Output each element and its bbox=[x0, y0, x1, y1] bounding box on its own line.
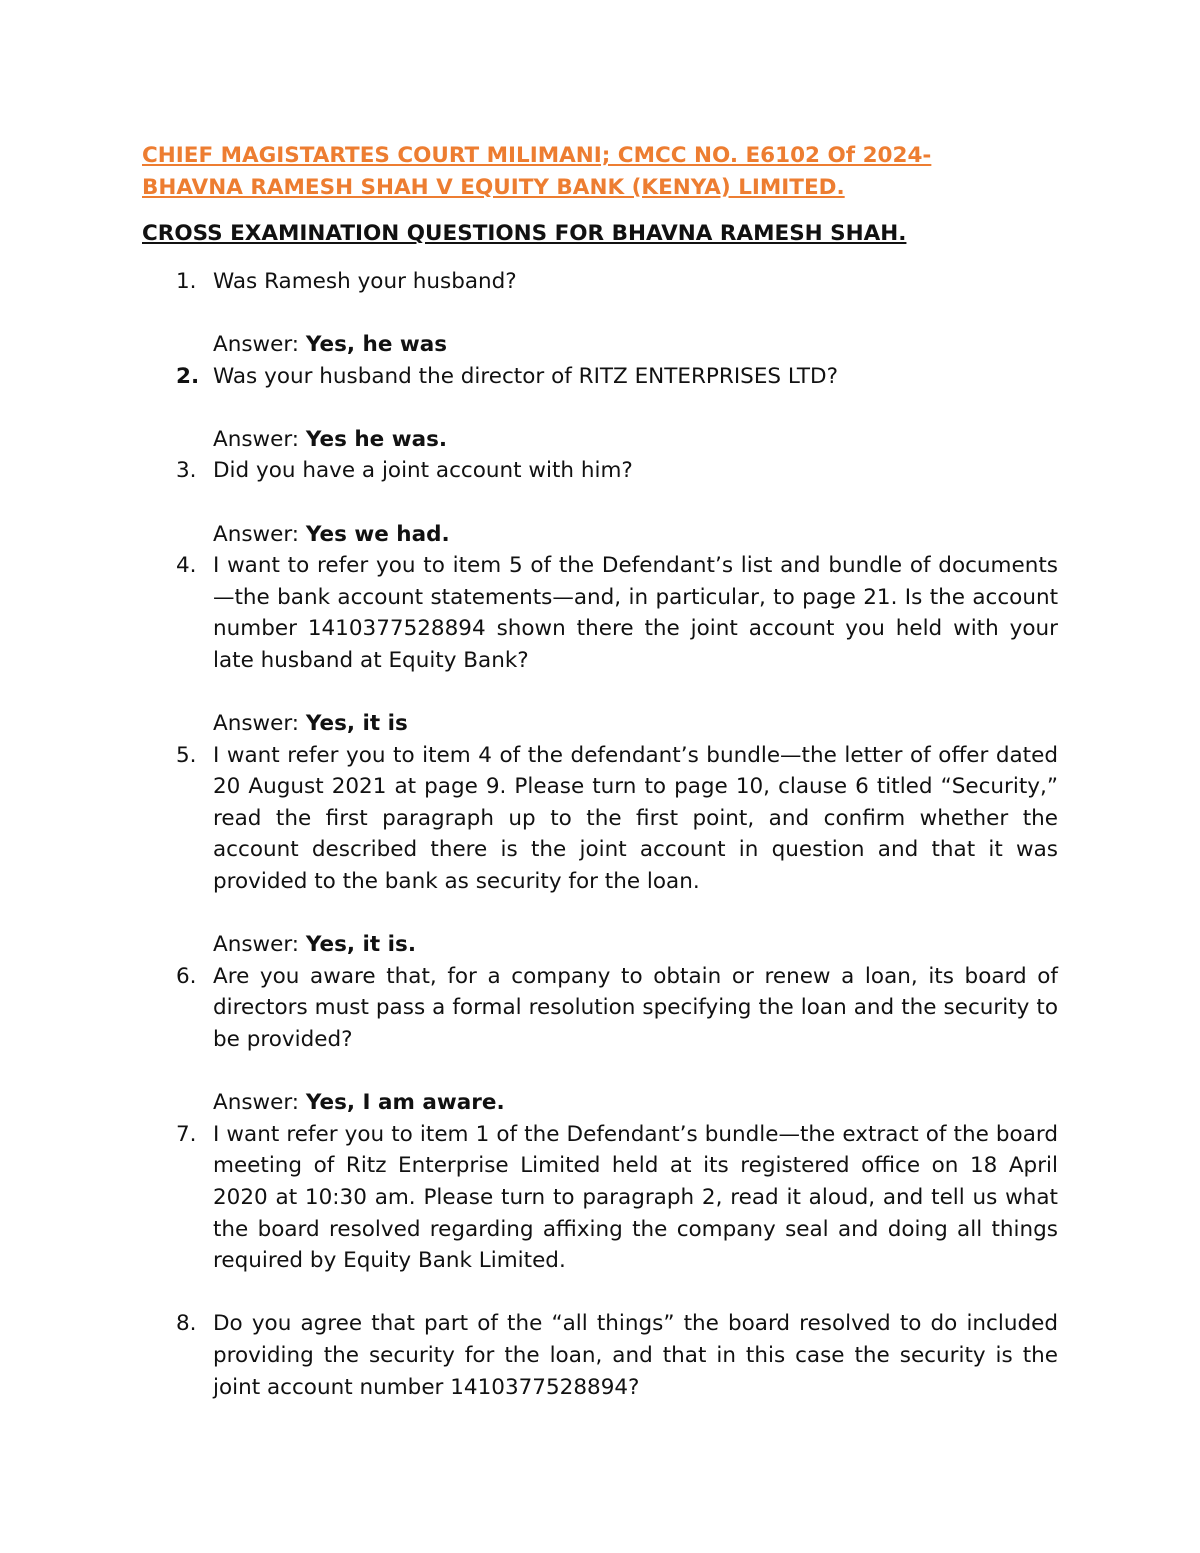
answer-label: Answer: bbox=[213, 521, 306, 547]
item-number: 6. bbox=[176, 963, 197, 989]
question-text: Do you agree that part of the “all things” the board resolved to do included providing the security for the loan, and that in this case the security is the joint account number 1410377528894? bbox=[213, 1311, 1058, 1400]
answer-label: Answer: bbox=[213, 426, 306, 452]
question-list bbox=[142, 266, 1058, 1403]
answer-label: Answer: bbox=[213, 331, 306, 357]
item-number: 3. bbox=[176, 458, 197, 484]
item-number: 8. bbox=[176, 1311, 197, 1337]
question-item bbox=[142, 455, 1058, 550]
answer bbox=[213, 1087, 1058, 1119]
item-number: 7. bbox=[176, 1121, 197, 1147]
item-number: 5. bbox=[176, 742, 197, 768]
answer bbox=[213, 424, 1058, 456]
answer bbox=[213, 329, 1058, 361]
answer-label: Answer: bbox=[213, 932, 306, 958]
answer-label: Answer: bbox=[213, 1090, 306, 1116]
case-title-line-1: CHIEF MAGISTARTES COURT MILIMANI; CMCC NO. E6102 Of 2024- bbox=[142, 143, 932, 168]
item-number: 4. bbox=[176, 553, 197, 579]
item-number: 1. bbox=[176, 268, 197, 294]
question-item bbox=[142, 1119, 1058, 1277]
item-number: 2. bbox=[176, 363, 200, 389]
question-text: Did you have a joint account with him? bbox=[213, 458, 633, 484]
question-item bbox=[142, 550, 1058, 740]
answer-text: Yes we had. bbox=[305, 521, 450, 547]
question-item bbox=[142, 961, 1058, 1119]
answer-label: Answer: bbox=[213, 711, 306, 737]
question-text: Are you aware that, for a company to obtain or renew a loan, its board of directors must pass a formal resolution specifying the loan and the security to be provided? bbox=[213, 963, 1058, 1053]
answer bbox=[213, 519, 1058, 551]
answer-text: Yes, it is. bbox=[305, 932, 416, 958]
question-item bbox=[142, 266, 1058, 361]
document-page bbox=[142, 140, 1058, 1403]
question-item bbox=[142, 361, 1058, 456]
answer-text: Yes, he was bbox=[305, 331, 448, 357]
answer-text: Yes he was. bbox=[305, 426, 448, 452]
case-title-line-2: BHAVNA RAMESH SHAH V EQUITY BANK (KENYA) LIMITED. bbox=[142, 174, 845, 200]
question-item bbox=[142, 740, 1058, 961]
question-text: I want to refer you to item 5 of the Defendant’s list and bundle of documents—the bank account statements—and, in particular, to page 21. Is the account number 1410377528894 shown there the joint account you held with your late husband at Equity Bank? bbox=[213, 553, 1058, 673]
question-item bbox=[142, 1308, 1058, 1403]
answer-text: Yes, it is bbox=[305, 711, 408, 737]
question-text: Was your husband the director of RITZ ENTERPRISES LTD? bbox=[213, 363, 839, 389]
question-text: Was Ramesh your husband? bbox=[213, 268, 517, 294]
question-text: I want refer you to item 1 of the Defendant’s bundle—the extract of the board meeting of Ritz Enterprise Limited held at its registered office on 18 April 2020 at 10:30 am. Please turn to paragraph 2, read it aloud, and tell us what the board resolved regarding affixing the company seal and doing all things required by Equity Bank Limited. bbox=[213, 1121, 1058, 1274]
question-text: I want refer you to item 4 of the defendant’s bundle—the letter of offer dated 20 August 2021 at page 9. Please turn to page 10, clause 6 titled “Security,” read the first paragraph up to the first point, and confirm whether the account described there is the joint account in question and that it was provided to the bank as security for the loan. bbox=[213, 742, 1058, 895]
document-heading: CROSS EXAMINATION QUESTIONS FOR BHAVNA RAMESH SHAH. bbox=[142, 221, 907, 247]
answer bbox=[213, 708, 1058, 740]
answer-text: Yes, I am aware. bbox=[305, 1090, 505, 1116]
answer bbox=[213, 929, 1058, 961]
